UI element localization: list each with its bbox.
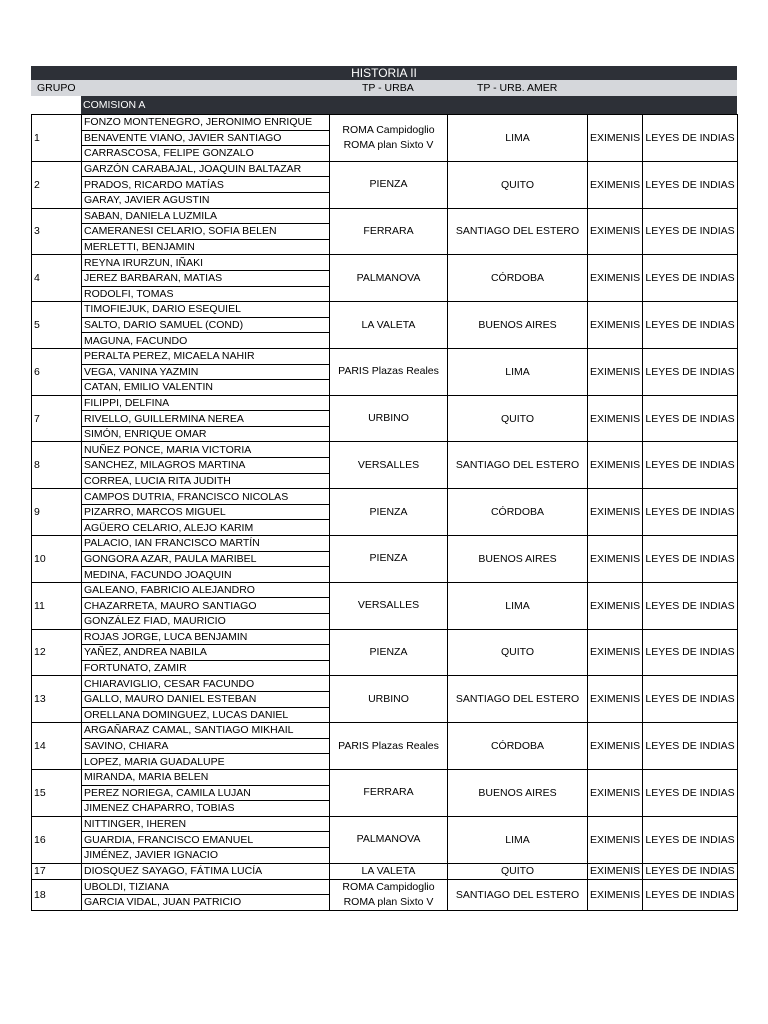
member-name: FILIPPI, DELFINA bbox=[82, 395, 330, 411]
leyes-cell: LEYES DE INDIAS bbox=[643, 208, 738, 255]
comision-label: COMISION A bbox=[81, 96, 737, 114]
group-number: 9 bbox=[32, 489, 82, 536]
member-name: ARGAÑARAZ CAMAL, SANTIAGO MIKHAIL bbox=[82, 723, 330, 739]
tp-urb-amer-cell: BUENOS AIRES bbox=[448, 769, 588, 816]
tp-urba-value: LA VALETA bbox=[361, 318, 416, 331]
member-name: JEREZ BARBARAN, MATIAS bbox=[82, 270, 330, 286]
eximenis-cell: EXIMENIS bbox=[588, 676, 643, 723]
member-name: JIMENEZ CHAPARRO, TOBIAS bbox=[82, 801, 330, 817]
tp-urba-cell bbox=[330, 208, 448, 255]
tp-urb-amer-cell: CÓRDOBA bbox=[448, 723, 588, 770]
table-row bbox=[32, 536, 738, 552]
table-row bbox=[32, 489, 738, 505]
tp-urba-cell bbox=[330, 629, 448, 676]
table-row bbox=[32, 208, 738, 224]
table-row bbox=[32, 863, 738, 879]
member-name: CATAN, EMILIO VALENTIN bbox=[82, 380, 330, 396]
tp-urba-cell bbox=[330, 863, 448, 879]
tp-urb-amer-cell: SANTIAGO DEL ESTERO bbox=[448, 442, 588, 489]
tp-urb-amer-cell: QUITO bbox=[448, 161, 588, 208]
member-name: REYNA IRURZUN, IÑAKI bbox=[82, 255, 330, 271]
leyes-cell: LEYES DE INDIAS bbox=[643, 723, 738, 770]
tp-urba-cell bbox=[330, 816, 448, 863]
member-name: SABAN, DANIELA LUZMILA bbox=[82, 208, 330, 224]
tp-urba-value: PARIS Plazas Reales bbox=[338, 365, 439, 378]
header-row bbox=[31, 80, 737, 96]
header-grupo: GRUPO bbox=[37, 82, 76, 94]
member-name: PRADOS, RICARDO MATÍAS bbox=[82, 177, 330, 193]
eximenis-cell: EXIMENIS bbox=[588, 442, 643, 489]
eximenis-cell: EXIMENIS bbox=[588, 723, 643, 770]
member-name: RIVELLO, GUILLERMINA NEREA bbox=[82, 411, 330, 427]
table-row bbox=[32, 723, 738, 739]
group-number: 17 bbox=[32, 863, 82, 879]
member-name: NITTINGER, IHEREN bbox=[82, 816, 330, 832]
eximenis-cell: EXIMENIS bbox=[588, 879, 643, 910]
member-name: BENAVENTE VIANO, JAVIER SANTIAGO bbox=[82, 130, 330, 146]
eximenis-cell: EXIMENIS bbox=[588, 629, 643, 676]
tp-urba-value: PIENZA bbox=[369, 178, 408, 191]
tp-urba-value: PIENZA bbox=[369, 645, 408, 658]
eximenis-cell: EXIMENIS bbox=[588, 769, 643, 816]
group-number: 6 bbox=[32, 348, 82, 395]
group-number: 7 bbox=[32, 395, 82, 442]
tp-urba-cell bbox=[330, 442, 448, 489]
member-name: CHIARAVIGLIO, CESAR FACUNDO bbox=[82, 676, 330, 692]
tp-urba-value: VERSALLES bbox=[357, 599, 420, 612]
member-name: GALLO, MAURO DANIEL ESTEBAN bbox=[82, 691, 330, 707]
eximenis-cell: EXIMENIS bbox=[588, 582, 643, 629]
tp-urba-value: FERRARA bbox=[363, 224, 414, 237]
table-row bbox=[32, 442, 738, 458]
leyes-cell: LEYES DE INDIAS bbox=[643, 302, 738, 349]
table-row bbox=[32, 629, 738, 645]
comision-row bbox=[31, 96, 737, 114]
tp-urb-amer-cell: LIMA bbox=[448, 582, 588, 629]
leyes-cell: LEYES DE INDIAS bbox=[643, 395, 738, 442]
tp-urb-amer-cell: QUITO bbox=[448, 395, 588, 442]
tp-urba-cell bbox=[330, 302, 448, 349]
member-name: CAMPOS DUTRIA, FRANCISCO NICOLAS bbox=[82, 489, 330, 505]
spreadsheet bbox=[31, 66, 737, 911]
leyes-cell: LEYES DE INDIAS bbox=[643, 115, 738, 162]
member-name: GALEANO, FABRICIO ALEJANDRO bbox=[82, 582, 330, 598]
member-name: GARAY, JAVIER AGUSTIN bbox=[82, 192, 330, 208]
member-name: TIMOFIEJUK, DARIO ESEQUIEL bbox=[82, 302, 330, 318]
member-name: PIZARRO, MARCOS MIGUEL bbox=[82, 504, 330, 520]
tp-urb-amer-cell: BUENOS AIRES bbox=[448, 536, 588, 583]
eximenis-cell: EXIMENIS bbox=[588, 255, 643, 302]
leyes-cell: LEYES DE INDIAS bbox=[643, 161, 738, 208]
header-tp-urba: TP - URBA bbox=[362, 82, 414, 94]
member-name: GUARDIA, FRANCISCO EMANUEL bbox=[82, 832, 330, 848]
tp-urba-cell bbox=[330, 879, 448, 910]
tp-urb-amer-cell: SANTIAGO DEL ESTERO bbox=[448, 879, 588, 910]
tp-urba-value: ROMA plan Sixto V bbox=[343, 895, 434, 908]
member-name: UBOLDI, TIZIANA bbox=[82, 879, 330, 895]
leyes-cell: LEYES DE INDIAS bbox=[643, 676, 738, 723]
group-number: 16 bbox=[32, 816, 82, 863]
tp-urb-amer-cell: QUITO bbox=[448, 863, 588, 879]
member-name: SIMÓN, ENRIQUE OMAR bbox=[82, 426, 330, 442]
eximenis-cell: EXIMENIS bbox=[588, 208, 643, 255]
group-number: 2 bbox=[32, 161, 82, 208]
member-name: ROJAS JORGE, LUCA BENJAMIN bbox=[82, 629, 330, 645]
group-number: 18 bbox=[32, 879, 82, 910]
table-row bbox=[32, 255, 738, 271]
tp-urb-amer-cell: LIMA bbox=[448, 816, 588, 863]
leyes-cell: LEYES DE INDIAS bbox=[643, 255, 738, 302]
tp-urb-amer-cell: SANTIAGO DEL ESTERO bbox=[448, 676, 588, 723]
group-number: 13 bbox=[32, 676, 82, 723]
member-name: CORREA, LUCIA RITA JUDITH bbox=[82, 473, 330, 489]
tp-urb-amer-cell: BUENOS AIRES bbox=[448, 302, 588, 349]
tp-urba-value: URBINO bbox=[368, 692, 409, 705]
member-name: AGÜERO CELARIO, ALEJO KARIM bbox=[82, 520, 330, 536]
eximenis-cell: EXIMENIS bbox=[588, 348, 643, 395]
leyes-cell: LEYES DE INDIAS bbox=[643, 582, 738, 629]
member-name: MEDINA, FACUNDO JOAQUIN bbox=[82, 567, 330, 583]
member-name: RODOLFI, TOMAS bbox=[82, 286, 330, 302]
member-name: YAÑEZ, ANDREA NABILA bbox=[82, 645, 330, 661]
group-number: 1 bbox=[32, 115, 82, 162]
table-row bbox=[32, 676, 738, 692]
leyes-cell: LEYES DE INDIAS bbox=[643, 629, 738, 676]
member-name: GONZÁLEZ FIAD, MAURICIO bbox=[82, 614, 330, 630]
leyes-cell: LEYES DE INDIAS bbox=[643, 348, 738, 395]
member-name: ORELLANA DOMINGUEZ, LUCAS DANIEL bbox=[82, 707, 330, 723]
member-name: SANCHEZ, MILAGROS MARTINA bbox=[82, 458, 330, 474]
tp-urba-value: FERRARA bbox=[363, 786, 414, 799]
member-name: GONGORA AZAR, PAULA MARIBEL bbox=[82, 551, 330, 567]
group-number: 15 bbox=[32, 769, 82, 816]
group-number: 4 bbox=[32, 255, 82, 302]
group-number: 10 bbox=[32, 536, 82, 583]
member-name: MIRANDA, MARIA BELEN bbox=[82, 769, 330, 785]
tp-urba-cell bbox=[330, 769, 448, 816]
eximenis-cell: EXIMENIS bbox=[588, 536, 643, 583]
eximenis-cell: EXIMENIS bbox=[588, 115, 643, 162]
member-name: MERLETTI, BENJAMIN bbox=[82, 239, 330, 255]
member-name: SAVINO, CHIARA bbox=[82, 738, 330, 754]
tp-urb-amer-cell: LIMA bbox=[448, 115, 588, 162]
groups-table bbox=[31, 114, 738, 911]
member-name: CHAZARRETA, MAURO SANTIAGO bbox=[82, 598, 330, 614]
eximenis-cell: EXIMENIS bbox=[588, 161, 643, 208]
leyes-cell: LEYES DE INDIAS bbox=[643, 489, 738, 536]
tp-urba-value: PALMANOVA bbox=[356, 271, 421, 284]
member-name: DIOSQUEZ SAYAGO, FÁTIMA LUCÍA bbox=[82, 863, 330, 879]
member-name: NUÑEZ PONCE, MARIA VICTORIA bbox=[82, 442, 330, 458]
tp-urb-amer-cell: LIMA bbox=[448, 348, 588, 395]
tp-urba-value: PALMANOVA bbox=[356, 833, 421, 846]
tp-urba-value: PIENZA bbox=[369, 505, 408, 518]
tp-urba-value: LA VALETA bbox=[361, 864, 416, 877]
leyes-cell: LEYES DE INDIAS bbox=[643, 863, 738, 879]
tp-urba-value: ROMA Campidoglio bbox=[342, 123, 435, 136]
tp-urba-cell bbox=[330, 676, 448, 723]
tp-urba-value: ROMA plan Sixto V bbox=[343, 138, 434, 151]
member-name: GARZÓN CARABAJAL, JOAQUIN BALTAZAR bbox=[82, 161, 330, 177]
eximenis-cell: EXIMENIS bbox=[588, 863, 643, 879]
tp-urb-amer-cell: CÓRDOBA bbox=[448, 255, 588, 302]
group-number: 11 bbox=[32, 582, 82, 629]
table-row bbox=[32, 582, 738, 598]
member-name: GARCIA VIDAL, JUAN PATRICIO bbox=[82, 895, 330, 911]
tp-urba-cell bbox=[330, 161, 448, 208]
table-row bbox=[32, 161, 738, 177]
tp-urba-cell bbox=[330, 255, 448, 302]
tp-urba-value: VERSALLES bbox=[357, 458, 420, 471]
table-row bbox=[32, 302, 738, 318]
tp-urba-value: ROMA Campidoglio bbox=[342, 880, 435, 893]
member-name: PEREZ NORIEGA, CAMILA LUJAN bbox=[82, 785, 330, 801]
group-number: 5 bbox=[32, 302, 82, 349]
group-number: 3 bbox=[32, 208, 82, 255]
tp-urba-value: URBINO bbox=[368, 412, 409, 425]
tp-urba-cell bbox=[330, 723, 448, 770]
tp-urba-cell bbox=[330, 582, 448, 629]
eximenis-cell: EXIMENIS bbox=[588, 489, 643, 536]
member-name: MAGUNA, FACUNDO bbox=[82, 333, 330, 349]
tp-urba-value: PIENZA bbox=[369, 552, 408, 565]
leyes-cell: LEYES DE INDIAS bbox=[643, 536, 738, 583]
header-tp-urb-amer: TP - URB. AMER bbox=[477, 82, 558, 94]
tp-urba-cell bbox=[330, 536, 448, 583]
member-name: FORTUNATO, ZAMIR bbox=[82, 660, 330, 676]
leyes-cell: LEYES DE INDIAS bbox=[643, 442, 738, 489]
table-row bbox=[32, 348, 738, 364]
member-name: FONZO MONTENEGRO, JERONIMO ENRIQUE bbox=[82, 115, 330, 131]
table-row bbox=[32, 769, 738, 785]
member-name: PALACIO, IAN FRANCISCO MARTÍN bbox=[82, 536, 330, 552]
table-row bbox=[32, 816, 738, 832]
group-number: 12 bbox=[32, 629, 82, 676]
table-row bbox=[32, 395, 738, 411]
tp-urb-amer-cell: SANTIAGO DEL ESTERO bbox=[448, 208, 588, 255]
table-row bbox=[32, 879, 738, 895]
tp-urba-cell bbox=[330, 115, 448, 162]
eximenis-cell: EXIMENIS bbox=[588, 395, 643, 442]
tp-urba-cell bbox=[330, 489, 448, 536]
member-name: JIMÉNEZ, JAVIER IGNACIO bbox=[82, 847, 330, 863]
tp-urba-cell bbox=[330, 348, 448, 395]
eximenis-cell: EXIMENIS bbox=[588, 302, 643, 349]
member-name: LOPEZ, MARIA GUADALUPE bbox=[82, 754, 330, 770]
leyes-cell: LEYES DE INDIAS bbox=[643, 769, 738, 816]
member-name: PERALTA PEREZ, MICAELA NAHIR bbox=[82, 348, 330, 364]
tp-urb-amer-cell: CÓRDOBA bbox=[448, 489, 588, 536]
eximenis-cell: EXIMENIS bbox=[588, 816, 643, 863]
tp-urba-value: PARIS Plazas Reales bbox=[338, 739, 439, 752]
tp-urba-cell bbox=[330, 395, 448, 442]
member-name: SALTO, DARIO SAMUEL (COND) bbox=[82, 317, 330, 333]
leyes-cell: LEYES DE INDIAS bbox=[643, 816, 738, 863]
group-number: 8 bbox=[32, 442, 82, 489]
leyes-cell: LEYES DE INDIAS bbox=[643, 879, 738, 910]
table-row bbox=[32, 115, 738, 131]
tp-urb-amer-cell: QUITO bbox=[448, 629, 588, 676]
member-name: CARRASCOSA, FELIPE GONZALO bbox=[82, 146, 330, 162]
group-number: 14 bbox=[32, 723, 82, 770]
sheet-title: HISTORIA II bbox=[31, 66, 737, 80]
member-name: CAMERANESI CELARIO, SOFIA BELEN bbox=[82, 224, 330, 240]
member-name: VEGA, VANINA YAZMIN bbox=[82, 364, 330, 380]
